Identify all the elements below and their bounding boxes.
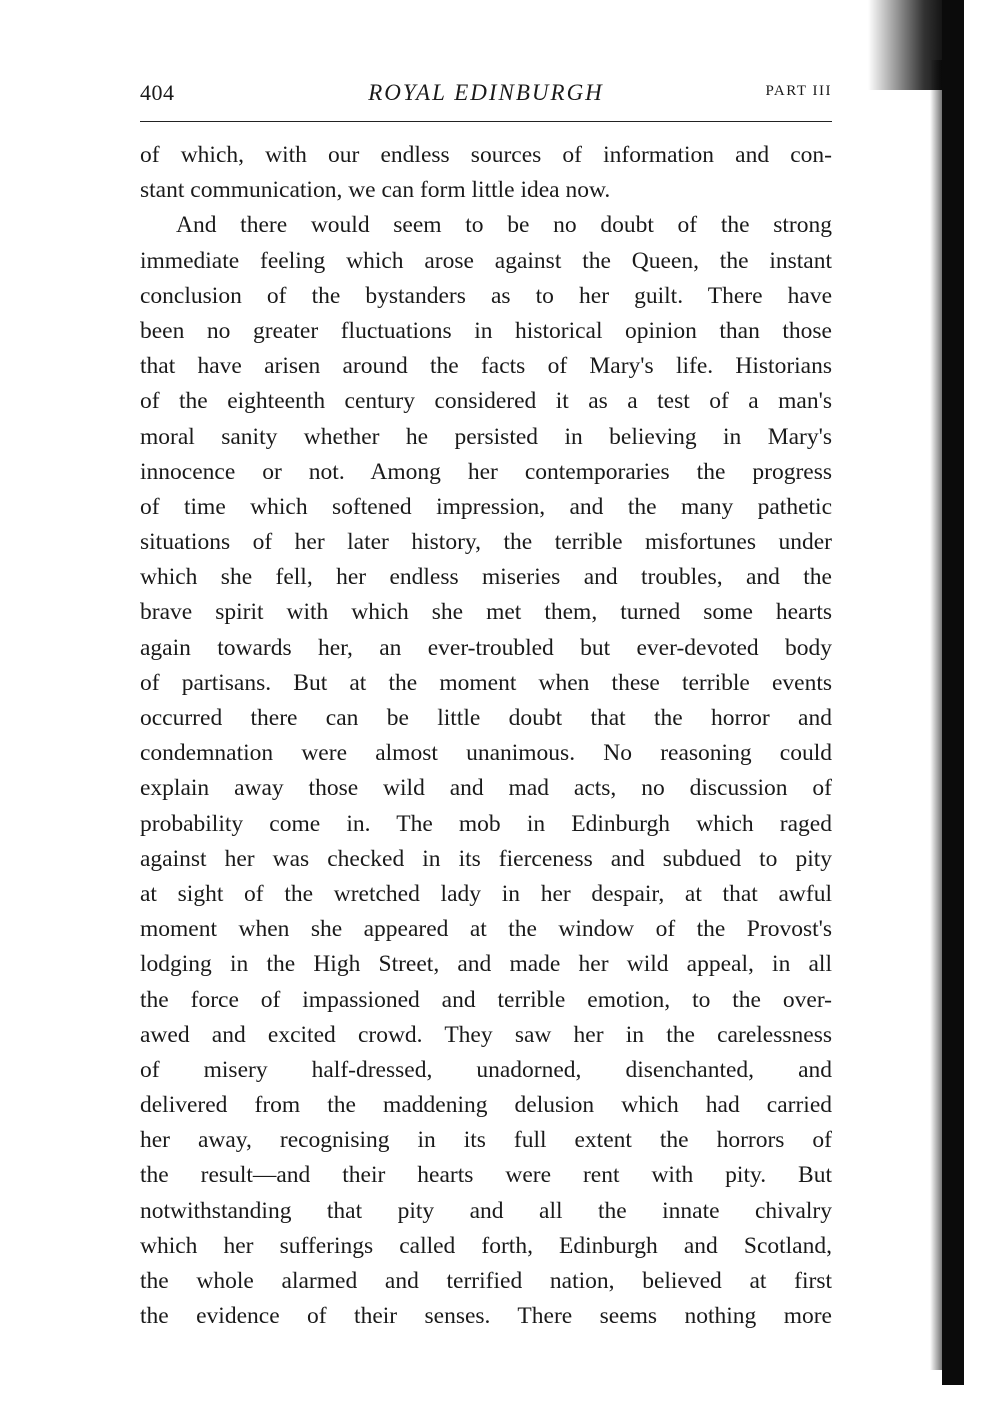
text-line: which her sufferings called forth, Edinburgh and Scotland, <box>140 1232 832 1259</box>
running-title: ROYAL EDINBURGH <box>368 80 604 105</box>
text-line: brave spirit with which she met them, turned some hearts <box>140 599 832 626</box>
text-line: which she fell, her endless miseries and troubles, and the <box>140 564 832 591</box>
text-line: of time which softened impression, and the many pathetic <box>140 493 832 520</box>
text-line: at sight of the wretched lady in her despair, at that awful <box>140 880 832 907</box>
text-line: her away, recognising in its full extent the horrors of <box>140 1127 832 1154</box>
text-line: the evidence of their senses. There seems nothing more <box>140 1303 832 1330</box>
text-line: of partisans. But at the moment when these terrible events <box>140 669 832 696</box>
running-head <box>140 80 832 110</box>
text-line: moment when she appeared at the window of the Provost's <box>140 916 832 943</box>
part-label: PART III <box>765 83 832 99</box>
text-line: moral sanity whether he persisted in believing in Mary's <box>140 423 832 450</box>
text-line: of the eighteenth century considered it as a test of a man's <box>140 388 832 415</box>
text-line: of which, with our endless sources of information and con- <box>140 142 832 168</box>
text-line: the force of impassioned and terrible emotion, to the over- <box>140 986 832 1013</box>
text-line: that have arisen around the facts of Mary's life. Historians <box>140 353 832 380</box>
binding-shadow-gradient <box>930 60 942 1370</box>
text-line: against her was checked in its fierceness and subdued to pity <box>140 845 832 872</box>
header-rule <box>140 121 832 122</box>
text-line: condemnation were almost unanimous. No reasoning could <box>140 740 832 767</box>
text-line: And there would seem to be no doubt of the strong <box>176 212 832 239</box>
text-line: again towards her, an ever-troubled but ever-devoted body <box>140 634 832 661</box>
text-line: lodging in the High Street, and made her wild appeal, in all <box>140 951 832 978</box>
text-line: explain away those wild and mad acts, no discussion of <box>140 775 832 802</box>
text-line: innocence or not. Among her contemporaries the progress <box>140 458 832 485</box>
binding-edge <box>942 0 964 1385</box>
text-line: awed and excited crowd. They saw her in the carelessness <box>140 1021 832 1048</box>
text-line: immediate feeling which arose against the Queen, the instant <box>140 247 832 274</box>
text-line: occurred there can be little doubt that the horror and <box>140 705 832 731</box>
body-text <box>140 138 832 1334</box>
text-line: delivered from the maddening delusion which had carried <box>140 1092 832 1119</box>
text-line: stant communication, we can form little idea now. <box>140 177 611 204</box>
text-line: the whole alarmed and terrified nation, believed at first <box>140 1268 832 1294</box>
text-line: probability come in. The mob in Edinburgh which raged <box>140 810 832 837</box>
text-line: conclusion of the bystanders as to her guilt. There have <box>140 282 832 309</box>
text-line: the result—and their hearts were rent with pity. But <box>140 1162 832 1189</box>
page-number: 404 <box>140 80 175 105</box>
text-line: of misery half-dressed, unadorned, disenchanted, and <box>140 1056 832 1083</box>
text-line: been no greater fluctuations in historical opinion than those <box>140 317 832 344</box>
text-line: notwithstanding that pity and all the innate chivalry <box>140 1197 832 1224</box>
text-line: situations of her later history, the terrible misfortunes under <box>140 529 832 556</box>
